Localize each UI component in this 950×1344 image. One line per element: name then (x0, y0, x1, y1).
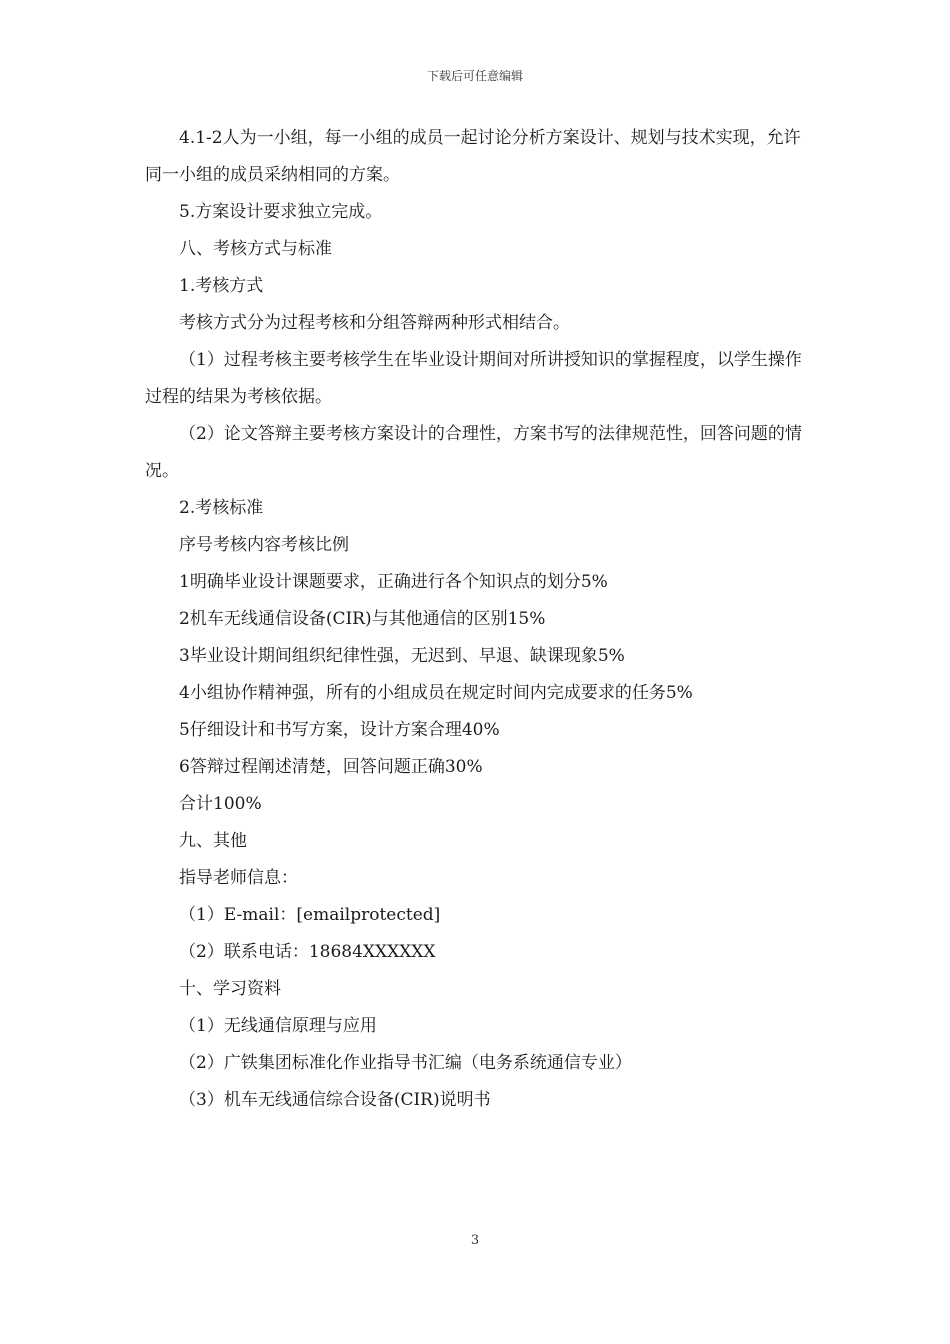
paragraph-assessment-method: 考核方式分为过程考核和分组答辩两种形式相结合。 (179, 313, 570, 333)
standard-item-4: 4小组协作精神强，所有的小组成员在规定时间内完成要求的任务5% (179, 683, 693, 703)
section-heading-assessment: 八、考核方式与标准 (179, 239, 332, 259)
advisor-info-label: 指导老师信息： (179, 868, 298, 888)
standard-total: 合计100% (179, 794, 262, 814)
subheading-assessment-standard: 2.考核标准 (179, 498, 264, 518)
page-number: 3 (470, 1233, 480, 1248)
subheading-assessment-method: 1.考核方式 (179, 276, 264, 296)
paragraph-group-size: 4.1-2人为一小组，每一小组的成员一起讨论分析方案设计、规划与技术实现，允许同一小组的成员采纳相同的方案。 (145, 128, 801, 185)
section-heading-other: 九、其他 (179, 831, 247, 851)
advisor-phone: （2）联系电话：18684XXXXXX (179, 942, 436, 962)
document-body (145, 120, 810, 1119)
section-heading-materials: 十、学习资料 (179, 979, 281, 999)
standard-item-6: 6答辩过程阐述清楚，回答问题正确30% (179, 757, 483, 777)
paragraph-independent-design: 5.方案设计要求独立完成。 (179, 202, 383, 222)
standard-item-2: 2机车无线通信设备(CIR)与其他通信的区别15% (179, 609, 546, 629)
standard-item-3: 3毕业设计期间组织纪律性强，无迟到、早退、缺课现象5% (179, 646, 625, 666)
advisor-email: （1）E-mail：[emailprotected] (179, 905, 441, 925)
standard-table-header: 序号考核内容考核比例 (179, 535, 349, 555)
material-item-1: （1）无线通信原理与应用 (179, 1016, 377, 1036)
material-item-3: （3）机车无线通信综合设备(CIR)说明书 (179, 1090, 491, 1110)
standard-item-1: 1明确毕业设计课题要求，正确进行各个知识点的划分5% (179, 572, 608, 592)
paragraph-process-assessment: （1）过程考核主要考核学生在毕业设计期间对所讲授知识的掌握程度，以学生操作过程的结果为考核依据。 (145, 350, 802, 407)
paragraph-defense-assessment: （2）论文答辩主要考核方案设计的合理性，方案书写的法律规范性，回答问题的情况。 (145, 424, 802, 481)
material-item-2: （2）广铁集团标准化作业指导书汇编（电务系统通信专业） (179, 1053, 632, 1073)
page-header: 下载后可任意编辑 (426, 69, 523, 83)
standard-item-5: 5仔细设计和书写方案，设计方案合理40% (179, 720, 500, 740)
